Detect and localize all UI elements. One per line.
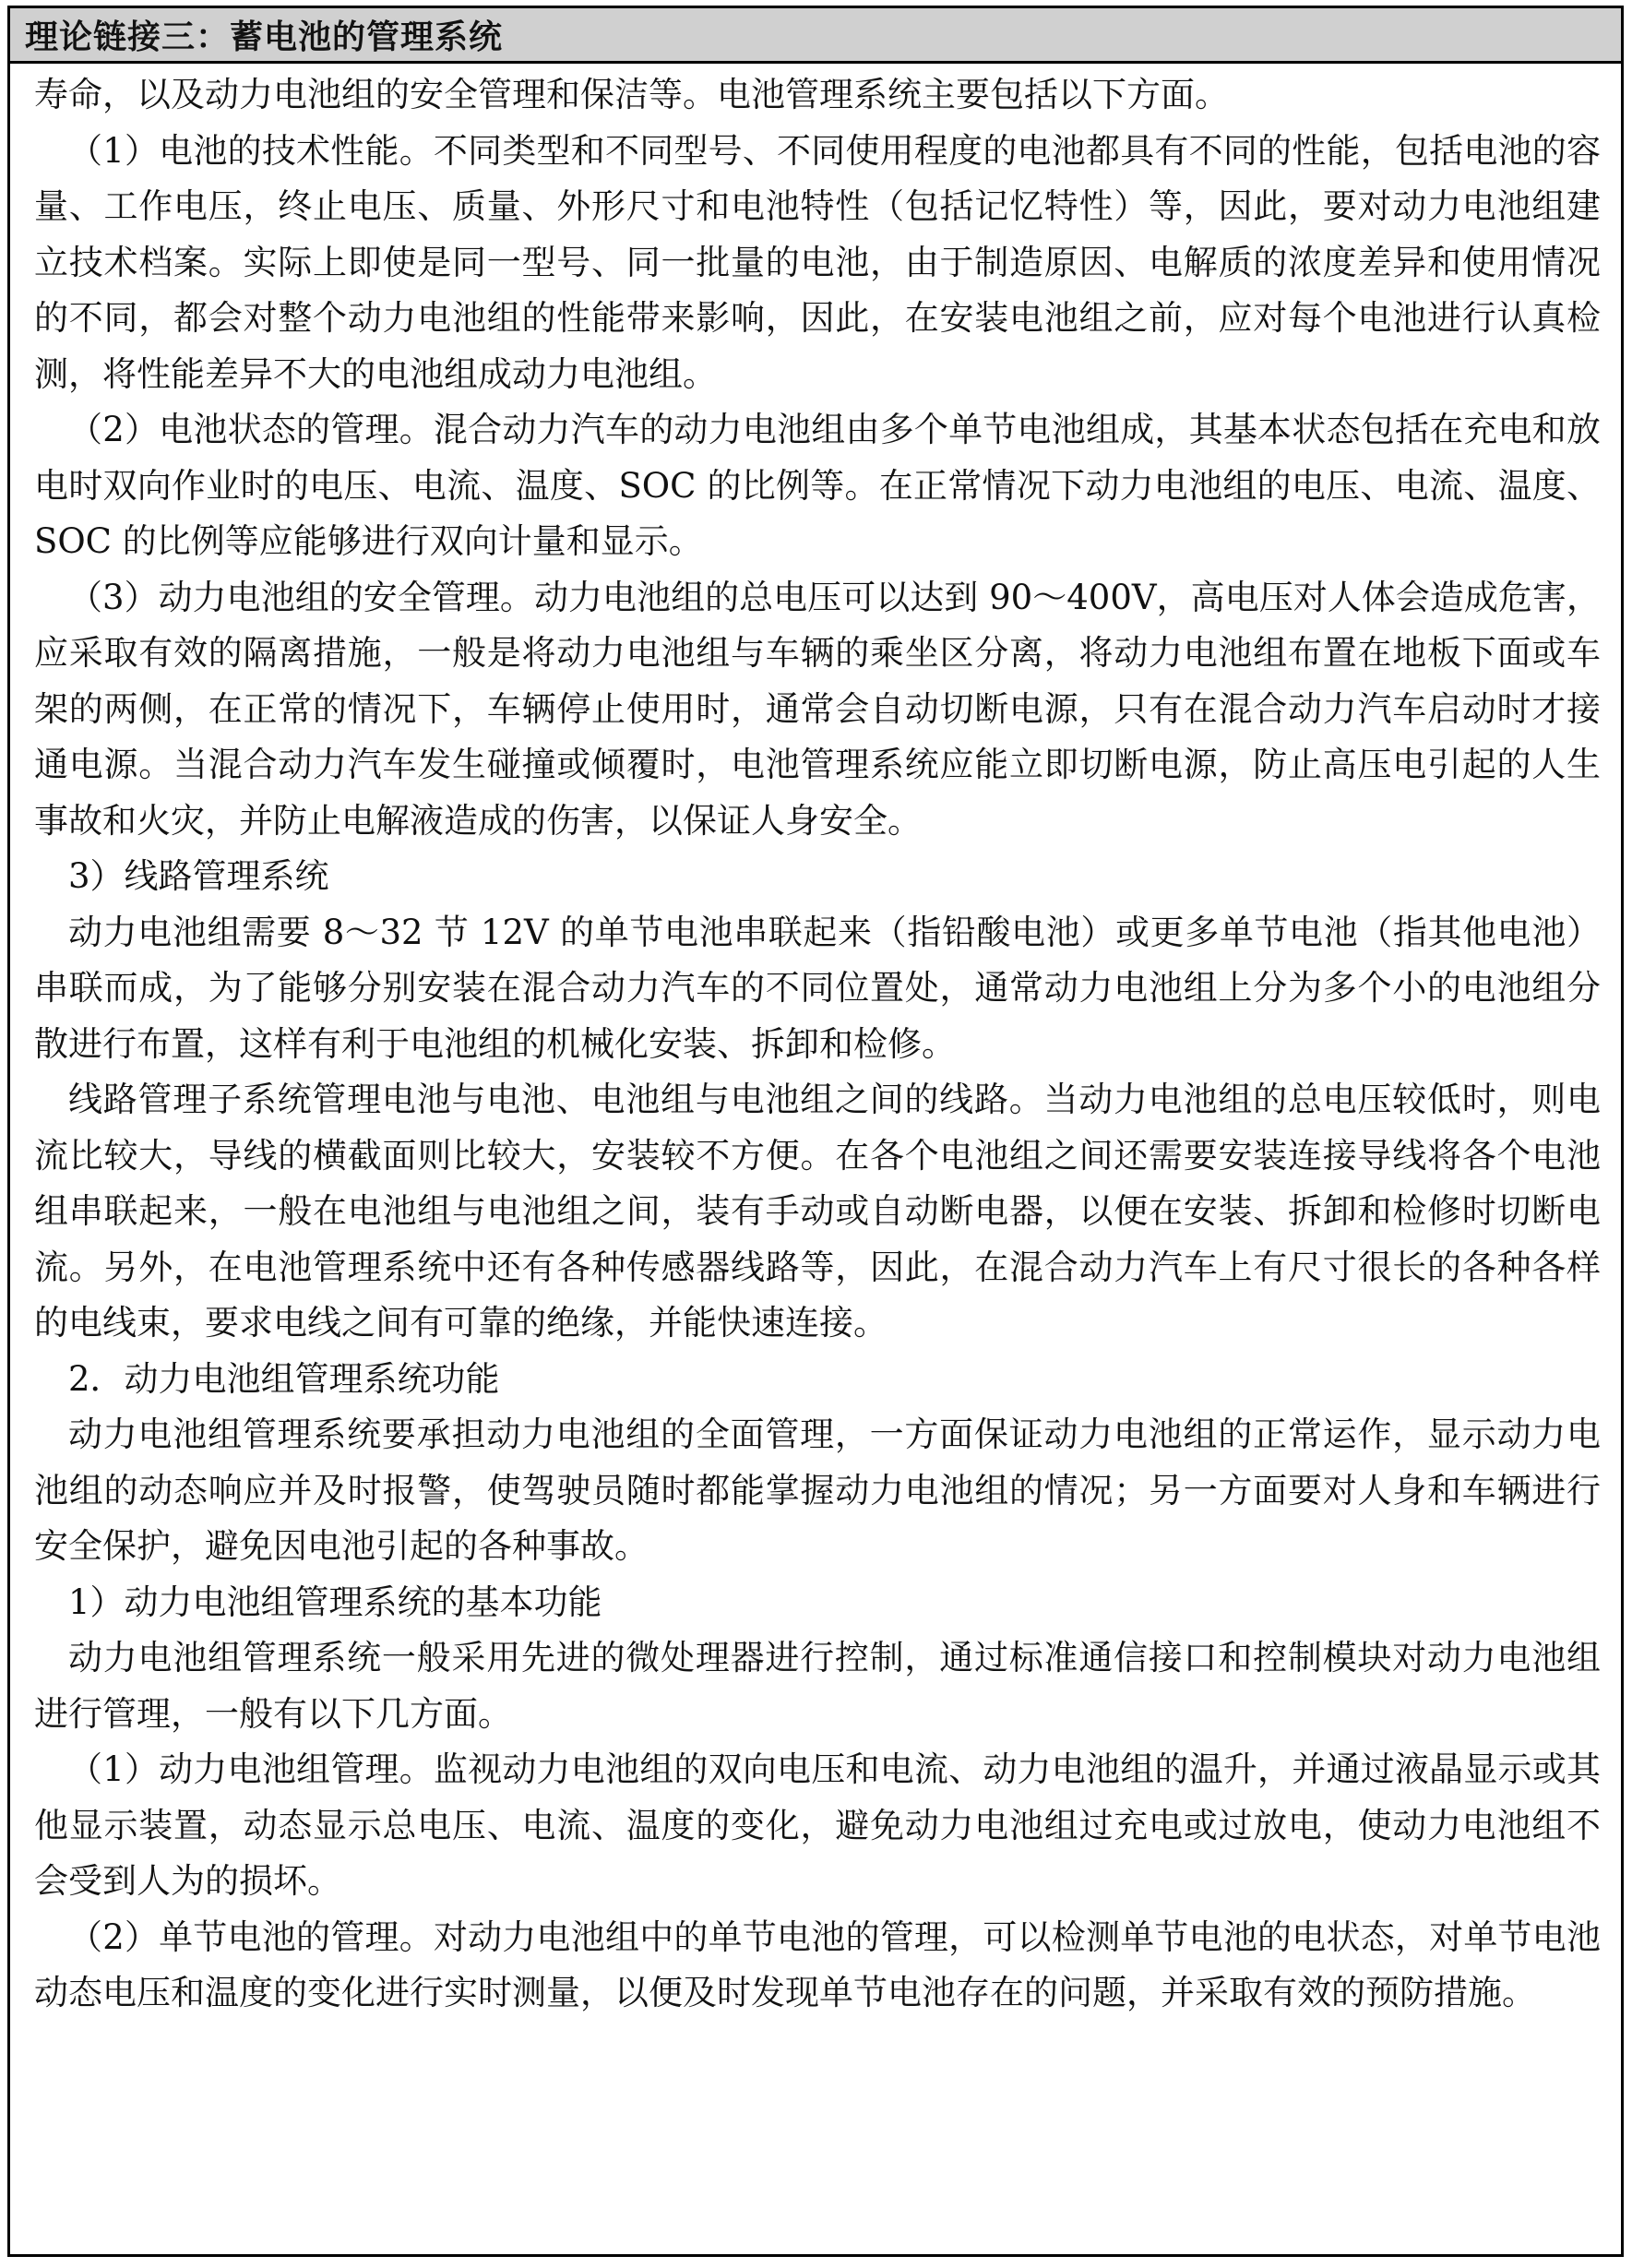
paragraph: （1）动力电池组管理。监视动力电池组的双向电压和电流、动力电池组的温升，并通过液晶显示或其他显示装置，动态显示总电压、电流、温度的变化，避免动力电池组过充电或过放电，使动力电池组不会受到人为的损坏。 bbox=[34, 1749, 1601, 1901]
paragraph: （3）动力电池组的安全管理。动力电池组的总电压可以达到 90～400V，高电压对人体会造成危害，应采取有效的隔离措施，一般是将动力电池组与车辆的乘坐区分离，将动力电池组布置在地板下面或车架的两侧，在正常的情况下，车辆停止使用时，通常会自动切断电源，只有在混合动力汽车启动时才接通电源。当混合动力汽车发生碰撞或倾覆时，电池管理系统应能立即切断电源，防止高压电引起的人生事故和火灾，并防止电解液造成的伤害，以保证人身安全。 bbox=[34, 577, 1601, 841]
paragraph: 动力电池组管理系统要承担动力电池组的全面管理，一方面保证动力电池组的正常运作，显示动力电池组的动态响应并及时报警，使驾驶员随时都能掌握动力电池组的情况；另一方面要对人身和车辆进行安全保护，避免因电池引起的各种事故。 bbox=[34, 1415, 1601, 1566]
subheading: 3）线路管理系统 bbox=[68, 856, 329, 896]
subheading: 2．动力电池组管理系统功能 bbox=[68, 1358, 500, 1399]
section-title: 理论链接三：蓄电池的管理系统 bbox=[10, 8, 1621, 64]
paragraph: 线路管理子系统管理电池与电池、电池组与电池组之间的线路。当动力电池组的总电压较低时，则电流比较大，导线的横截面则比较大，安装较不方便。在各个电池组之间还需要安装连接导线将各个电池组串联起来，一般在电池组与电池组之间，装有手动或自动断电器，以便在安装、拆卸和检修时切断电流。另外，在电池管理系统中还有各种传感器线路等，因此，在混合动力汽车上有尺寸很长的各种各样的电线束，要求电线之间有可靠的绝缘，并能快速连接。 bbox=[34, 1080, 1601, 1343]
paragraph: （1）电池的技术性能。不同类型和不同型号、不同使用程度的电池都具有不同的性能，包括电池的容量、工作电压，终止电压、质量、外形尺寸和电池特性（包括记忆特性）等，因此，要对动力电池组建立技术档案。实际上即使是同一型号、同一批量的电池，由于制造原因、电解质的浓度差异和使用情况的不同，都会对整个动力电池组的性能带来影响，因此，在安装电池组之前，应对每个电池进行认真检测，将性能差异不大的电池组成动力电池组。 bbox=[34, 130, 1601, 394]
theory-box bbox=[7, 6, 1624, 2257]
subheading: 1）动力电池组管理系统的基本功能 bbox=[68, 1582, 602, 1622]
paragraph: 寿命，以及动力电池组的安全管理和保洁等。电池管理系统主要包括以下方面。 bbox=[34, 75, 1229, 114]
paragraph: 动力电池组需要 8～32 节 12V 的单节电池串联起来（指铅酸电池）或更多单节电池（指其他电池）串联而成，为了能够分别安装在混合动力汽车的不同位置处，通常动力电池组上分为多个小的电池组分散进行布置，这样有利于电池组的机械化安装、拆卸和检修。 bbox=[34, 912, 1601, 1064]
paragraph: 动力电池组管理系统一般采用先进的微处理器进行控制，通过标准通信接口和控制模块对动力电池组进行管理，一般有以下几方面。 bbox=[34, 1638, 1601, 1734]
paragraph: （2）单节电池的管理。对动力电池组中的单节电池的管理，可以检测单节电池的电状态，对单节电池动态电压和温度的变化进行实时测量，以便及时发现单节电池存在的问题，并采取有效的预防措施。 bbox=[34, 1916, 1601, 2012]
paragraph: （2）电池状态的管理。混合动力汽车的动力电池组由多个单节电池组成，其基本状态包括在充电和放电时双向作业时的电压、电流、温度、SOC 的比例等。在正常情况下动力电池组的电压、电流、温度、SOC 的比例等应能够进行双向计量和显示。 bbox=[34, 410, 1601, 561]
body-text bbox=[10, 64, 1621, 2022]
